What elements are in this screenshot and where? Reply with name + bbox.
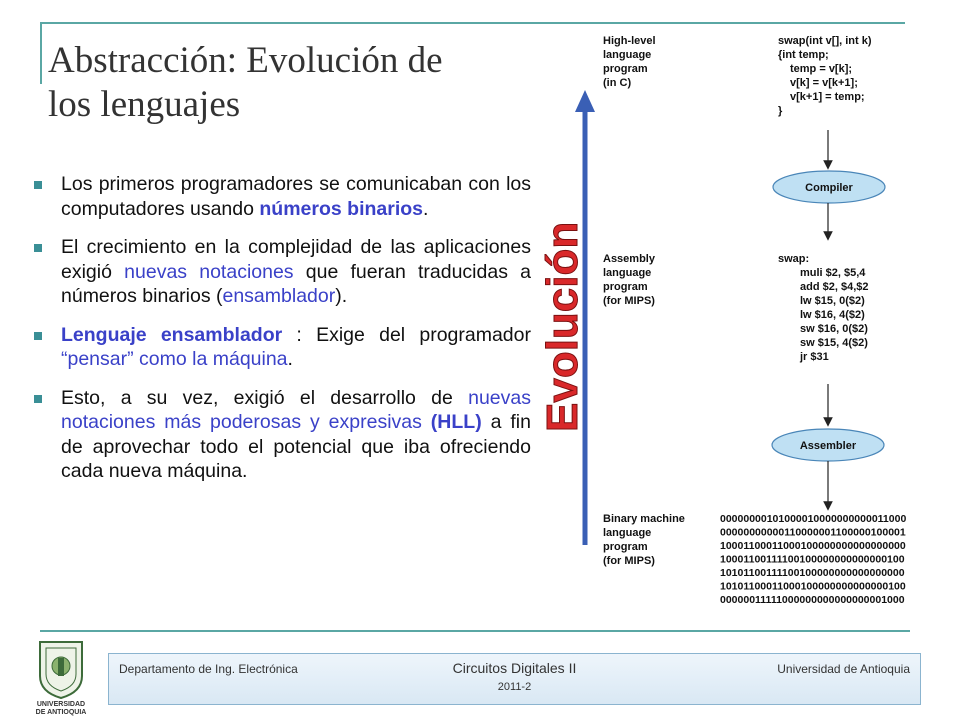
code-line: v[k+1] = temp; (790, 91, 865, 103)
bullet-text: Los primeros programadores se comunicaban con los computadores usando (61, 173, 531, 220)
asm-line: lw $15, 0($2) (800, 295, 865, 307)
bullet-text: ). (335, 285, 348, 307)
code-line: v[k] = v[k+1]; (790, 77, 858, 89)
binary-label-line: Binary machine (603, 513, 685, 525)
footer-department: Departamento de Ing. Electrónica (119, 662, 298, 676)
footer-course: Circuitos Digitales II (452, 660, 577, 676)
high-level-code (778, 35, 875, 117)
binary-code (720, 513, 909, 606)
bullet-text: : Exige del programador (282, 323, 531, 346)
asm-line: lw $16, 4($2) (800, 309, 865, 321)
high-level-label-line: High-level (603, 35, 656, 47)
high-level-label-line: program (603, 63, 648, 75)
asm-line: add $2, $4,$2 (800, 281, 869, 293)
binary-line: 10001100011000100000000000000000 (720, 540, 906, 552)
bullet-text: nuevas notaciones más poderosas y expresivas (61, 386, 531, 433)
bullet-text: El crecimiento en la complejidad de las aplicaciones exigió (61, 236, 531, 283)
binary-line: 10101100011000100000000000000100 (720, 580, 906, 593)
asm-line: sw $16, 0($2) (800, 323, 868, 335)
assembly-label-line: Assembly (603, 253, 655, 265)
asm-line: sw $15, 4($2) (800, 337, 868, 349)
binary-label-line: (for MIPS) (603, 555, 655, 567)
binary-line: 10101100111100100000000000000000 (720, 567, 905, 579)
bullet-text: números binarios (259, 197, 424, 220)
bullet-text: que fueran traducidas a números binarios ( (61, 260, 531, 307)
assembly-label (603, 253, 658, 307)
bullet-text: nuevas notaciones (124, 260, 294, 283)
high-level-label (603, 35, 659, 89)
code-line: swap(int v[], int k) (778, 35, 872, 47)
binary-line: 00000000101000010000000000011000 (720, 513, 907, 525)
asm-line: jr $31 (800, 351, 829, 363)
binary-line: 10001100111100100000000000000100 (720, 553, 905, 566)
binary-label-line: language (603, 527, 652, 539)
binary-label-line: program (603, 541, 648, 553)
evolution-label: Evolución (538, 221, 587, 432)
binary-line: 00000000000110000001100000100001 (720, 526, 906, 539)
bullet-text: ensamblador (222, 285, 336, 307)
bullet-text: (HLL) (430, 411, 482, 433)
page-title-line-1: Abstracción: Evolución de (48, 40, 443, 81)
bullet-text: Lenguaje ensamblador (61, 323, 283, 346)
footer-semester: 2011-2 (497, 681, 532, 693)
bullet-text: . (287, 348, 293, 370)
code-line: } (778, 105, 783, 117)
asm-line: swap: (778, 253, 810, 265)
evolution-arrow-head (575, 90, 595, 112)
assembly-label-line: (for MIPS) (603, 295, 655, 307)
bullet-text: . (423, 197, 429, 220)
bullet-text: “pensar” como la máquina (61, 348, 288, 370)
university-logo (30, 636, 92, 716)
svg-text:UNIVERSIDAD: UNIVERSIDAD (36, 701, 86, 708)
assembly-code (778, 253, 872, 363)
bullet-text: a fin de aprovechar todo el potencial que iba ofreciendo cada nueva máquina. (61, 411, 531, 482)
svg-text:DE ANTIOQUIA: DE ANTIOQUIA (35, 709, 87, 716)
binary-label (603, 513, 688, 567)
footer-rule (40, 630, 910, 632)
assembler-label: Assembler (799, 440, 857, 452)
asm-line: muli $2, $5,4 (800, 267, 866, 279)
high-level-label-line: (in C) (603, 77, 632, 89)
binary-line: 00000011111000000000000000001000 (720, 594, 905, 606)
bullet-text: Esto, a su vez, exigió el desarrollo de (61, 386, 469, 409)
code-line: temp = v[k]; (790, 63, 853, 75)
footer-university: Universidad de Antioquia (777, 662, 910, 676)
compiler-label: Compiler (805, 182, 853, 194)
high-level-label-line: language (603, 49, 652, 61)
page-title-line-2: los lenguajes (48, 84, 241, 125)
footer-bar (108, 653, 921, 705)
assembly-label-line: program (603, 281, 648, 293)
code-line: {int temp; (778, 49, 829, 61)
assembly-label-line: language (603, 267, 652, 279)
